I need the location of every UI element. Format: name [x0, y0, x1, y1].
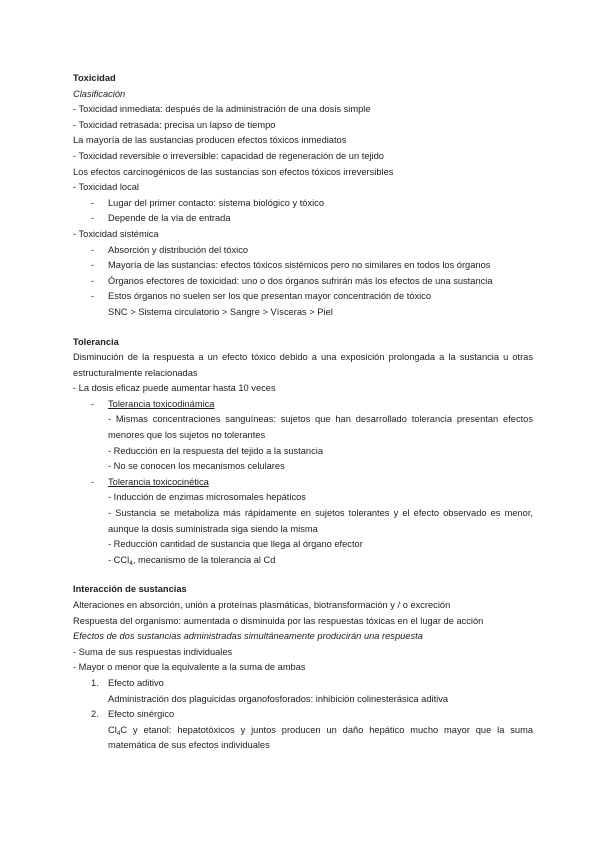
numbered-item-aditivo: [73, 676, 533, 692]
section-title-toxicidad: Toxicidad: [73, 73, 116, 83]
item-title: Efecto sinérgico: [108, 709, 175, 720]
italic-line: Efectos de dos sustancias administradas simultáneamente producirán una respuesta: [73, 631, 423, 642]
organ-order-line: SNC > Sistema circulatorio > Sangre > Vísceras > Piel: [108, 306, 333, 317]
text-line: - La dosis eficaz puede aumentar hasta 10 veces: [73, 383, 276, 394]
section-title-tolerancia: Tolerancia: [73, 336, 119, 347]
numbered-item-sinergico: [73, 707, 533, 723]
text-line: La mayoría de las sustancias producen efectos tóxicos inmediatos: [73, 135, 347, 146]
list-item: - Estos órganos no suelen ser los que presentan mayor concentración de tóxico: [73, 289, 533, 305]
ccl-suffix: , mecanismo de la tolerancia al Cd: [132, 554, 276, 565]
document-content: [73, 71, 533, 754]
list-item: - Órganos efectores de toxicidad: uno o dos órganos sufrirán más los efectos de una sustancia: [73, 274, 533, 290]
item-detail: [73, 723, 533, 754]
cl4c-suffix: C y etanol: hepatotóxicos y juntos producen un daño hepático mucho mayor que la suma matemática de sus efectos individuales: [108, 724, 533, 751]
toxicodinamica-heading: Tolerancia toxicodinámica: [108, 398, 215, 409]
ccl-prefix: - CCl: [108, 554, 130, 565]
subtitle-clasificacion: Clasificación: [73, 88, 126, 99]
text-line: - Mayor o menor que la equivalente a la suma de ambas: [73, 662, 306, 673]
text-line: - Toxicidad sistémica: [73, 228, 159, 239]
toxicocinetica-heading: Tolerancia toxicocinética: [108, 476, 209, 487]
subsection-heading: [73, 475, 533, 491]
list-item-ccl4: [73, 553, 533, 569]
text-line: Los efectos carcinogénicos de las sustancias son efectos tóxicos irreversibles: [73, 166, 394, 177]
text-line: - Toxicidad local: [73, 182, 139, 193]
item-number: 2.: [91, 709, 99, 720]
cl4c-subscript: 4: [116, 729, 121, 737]
list-item: - Depende de la vía de entrada: [73, 211, 533, 227]
item-detail: Administración dos plaguicidas organofosforados: inhibición colinesterásica aditiva: [108, 693, 449, 704]
list-item: - Reducción en la respuesta del tejido a la sustancia: [108, 445, 323, 456]
cl4c-prefix: Cl: [108, 724, 117, 735]
list-item: - Mayoría de las sustancias: efectos tóxicos sistémicos pero no similares en todos los órganos: [73, 258, 533, 274]
list-item: - Reducción cantidad de sustancia que llega al órgano efector: [108, 539, 363, 550]
text-line: - Toxicidad inmediata: después de la administración de una dosis simple: [73, 104, 371, 115]
text-line: Alteraciones en absorción, unión a proteínas plasmáticas, biotransformación y / o excreción: [73, 600, 451, 610]
list-item: - Mismas concentraciones sanguíneas: sujetos que han desarrollado tolerancia presentan efectos menores que los sujetos no tolerantes: [108, 414, 533, 441]
list-item: - Lugar del primer contacto: sistema biológico y tóxico: [73, 196, 533, 212]
text-line: - Toxicidad retrasada: precisa un lapso de tiempo: [73, 119, 276, 130]
ccl-subscript: 4: [129, 559, 133, 567]
text-line: - Toxicidad reversible o irreversible: capacidad de regeneración de un tejido: [73, 150, 384, 161]
subsection-heading: [73, 397, 533, 413]
tolerancia-definition: Disminución de la respuesta a un efecto tóxico debido a una exposición prolongada a la sustancia u otras estructuralmente relacionadas: [73, 352, 533, 378]
item-title: Efecto aditivo: [108, 677, 164, 688]
text-line: - Suma de sus respuestas individuales: [73, 646, 233, 657]
text-line: Respuesta del organismo: aumentada o disminuida por las respuestas tóxicas en el lugar de acción: [73, 615, 484, 626]
list-item: - Inducción de enzimas microsomales hepáticos: [108, 492, 306, 503]
section-title-interaccion: Interacción de sustancias: [73, 584, 187, 595]
list-item: - Absorción y distribución del tóxico: [73, 243, 533, 259]
list-item: - No se conocen los mecanismos celulares: [108, 461, 285, 472]
list-item: - Sustancia se metaboliza más rápidamente en sujetos tolerantes y el efecto observado es menor, aunque la dosis suministrada siga siendo la misma: [108, 508, 533, 534]
item-number: 1.: [91, 677, 99, 688]
